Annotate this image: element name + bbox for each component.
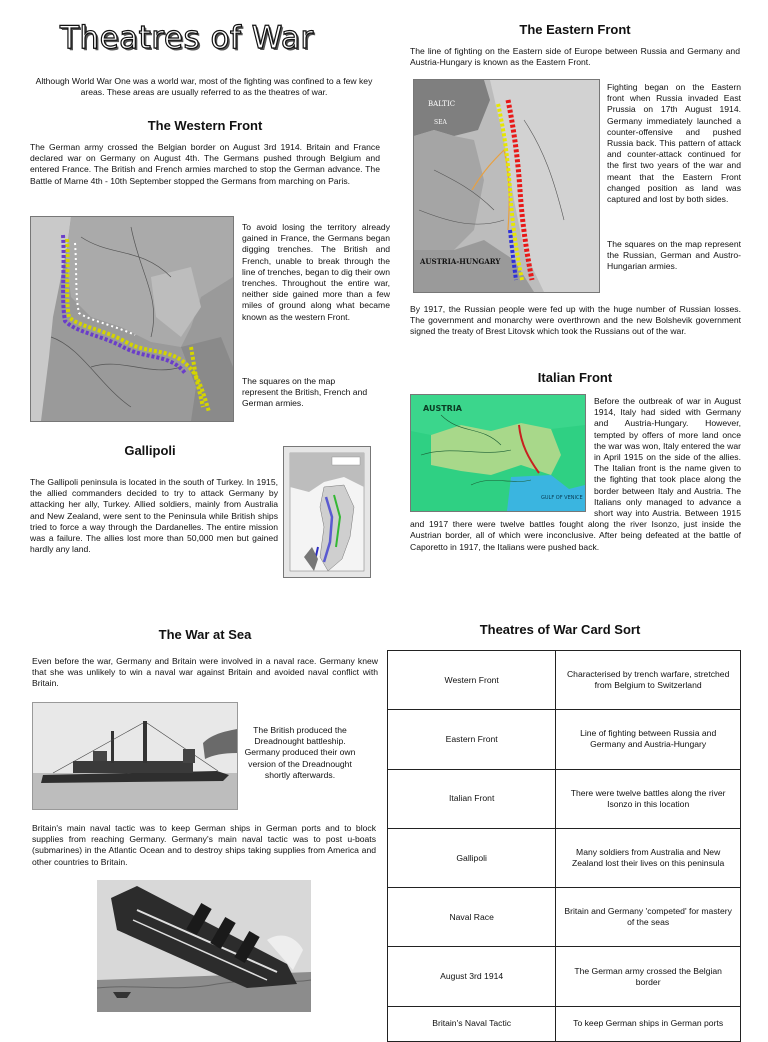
card-row — [388, 651, 741, 710]
card-row — [388, 947, 741, 1006]
war-at-sea-para2: Britain's main naval tactic was to keep German ships in German ports and to block supplies from reaching Germany. Germany's main naval tactic was to post u-boats (submarines) in the Atlantic Ocean and to destroy ships taking supplies from America and other countries to Britain. — [32, 823, 376, 867]
italian-map-spacer — [410, 396, 594, 518]
card-term: Gallipoli — [388, 828, 556, 887]
war-at-sea-heading: The War at Sea — [158, 627, 252, 642]
italian-front-text: Before the outbreak of war in August 1914, Italy had sided with Germany and Austria-Hungary. However, tempted by offers of more land once the war was won, Italy entered the war in April 1915 on the side of the allies. The Italian front is the name given to the fighting that took place along the border between Italy and Austria. The Italians only managed to advance a short way into Austria. Between 1915 and 1917 there were twelve battles fought along the river Isonzo, just inside the Austrian border, all of which were inconclusive. After being defeated at the battle of Caporetto in 1917, the Italians were pushed back. — [410, 396, 741, 552]
eastern-front-para2: Fighting began on the Eastern front when Russia invaded East Prussia on 17th August 1914. Germany immediately launched a counter-offensive and pushed Russia back. This pattern of attack and counter-attack continued for the first two years of the war and meant that the Eastern Front changed position as land was captured and lost by both sides. — [607, 82, 741, 205]
card-definition: There were twelve battles along the river Isonzo in this location — [556, 769, 741, 828]
western-front-heading: The Western Front — [147, 118, 263, 133]
card-row — [388, 710, 741, 769]
eastern-front-para4: By 1917, the Russian people were fed up with the huge number of Russian losses. The government and monarchy were overthrown and the new Bolshevik government signed the treaty of Brest Litovsk which took the Russians out of the war. — [410, 304, 741, 337]
eastern-front-map — [413, 79, 600, 293]
italian-front-heading: Italian Front — [537, 370, 613, 385]
western-front-map — [30, 216, 234, 422]
gallipoli-map-image — [284, 447, 370, 577]
austria-hungary-label: AUSTRIA-HUNGARY — [420, 257, 501, 266]
intro-text: Although World War One was a world war, most of the fighting was confined to a few key areas. These areas are usually referred to as the theatres of war. — [35, 76, 373, 98]
dreadnought-photo — [32, 702, 238, 810]
card-sort-table — [387, 650, 741, 1042]
western-front-map-image — [31, 217, 233, 421]
gallipoli-heading: Gallipoli — [124, 443, 176, 458]
card-definition: Many soldiers from Australia and New Zealand lost their lives on this peninsula — [556, 828, 741, 887]
sea-label: SEA — [434, 119, 447, 126]
western-front-para2: To avoid losing the territory already gained in France, the Germans began digging trenches. The British and French, unable to break through the line of trenches, began to dig their own trenches. Throughout the entire war, neither side gained more than a few miles of ground along what became known as the western Front. — [242, 222, 390, 322]
gallipoli-para: The Gallipoli peninsula is located in the south of Turkey. In 1915, the allied commanders decided to try to attack Germany by attacking her ally, Turkey. Allied soldiers, mainly from Australia and New Zealand, were sent to the Peninsula while British ships tried to force a way through the Dardanelles. The entire mission was a failure. The allies lost more than 50,000 men but gained hardly any land. — [30, 477, 278, 555]
baltic-sea-label: BALTIC — [428, 100, 456, 108]
card-definition: Characterised by trench warfare, stretched from Belgium to Switzerland — [556, 651, 741, 710]
card-term: Italian Front — [388, 769, 556, 828]
card-term: Britain's Naval Tactic — [388, 1006, 556, 1041]
eastern-front-heading: The Eastern Front — [519, 22, 631, 37]
card-term: Western Front — [388, 651, 556, 710]
dreadnought-image — [33, 703, 237, 809]
eastern-front-map-image — [414, 80, 599, 292]
card-sort-heading: Theatres of War Card Sort — [479, 622, 641, 637]
western-front-para1: The German army crossed the Belgian border on August 3rd 1914. Britain and France declared war on Germany on August 4th. The Germans pushed through Belgium and entered France. The British and French armies marched to stop the German advance. The Battle of Marne 4th - 10th September stopped the Germans from marching on Paris. — [30, 142, 380, 186]
sinking-ship-photo — [97, 880, 311, 1012]
card-definition: The German army crossed the Belgian border — [556, 947, 741, 1006]
gallipoli-map — [283, 446, 371, 578]
card-term: August 3rd 1914 — [388, 947, 556, 1006]
gulf-label: GULF OF VENICE — [541, 495, 583, 501]
card-row — [388, 888, 741, 947]
eastern-front-para3: The squares on the map represent the Russian, German and Austro-Hungarian armies. — [607, 239, 741, 272]
western-front-para3: The squares on the map represent the British, French and German armies. — [242, 376, 368, 409]
page-title: Theatres of War — [60, 20, 314, 56]
card-term: Naval Race — [388, 888, 556, 947]
eastern-front-para1: The line of fighting on the Eastern side of Europe between Russia and Germany and Austria-Hungary is known as the Eastern Front. — [410, 46, 740, 68]
card-definition: Line of fighting between Russia and Germany and Austria-Hungary — [556, 710, 741, 769]
card-definition: Britain and Germany 'competed' for mastery of the seas — [556, 888, 741, 947]
dreadnought-caption: The British produced the Dreadnought battleship. Germany produced their own version of the Dreadnought shortly afterwards. — [244, 725, 356, 780]
italian-front-para — [410, 396, 741, 553]
card-definition: To keep German ships in German ports — [556, 1006, 741, 1041]
card-term: Eastern Front — [388, 710, 556, 769]
austria-label: AUSTRIA — [423, 404, 462, 413]
card-row — [388, 828, 741, 887]
war-at-sea-para1: Even before the war, Germany and Britain were involved in a naval race. Germany knew that she was unlikely to win a naval war against Britain and avoided naval conflict with Britain. — [32, 656, 378, 689]
card-sort-table-wrapper — [387, 650, 741, 1042]
card-row — [388, 769, 741, 828]
sinking-ship-image — [97, 880, 311, 1012]
